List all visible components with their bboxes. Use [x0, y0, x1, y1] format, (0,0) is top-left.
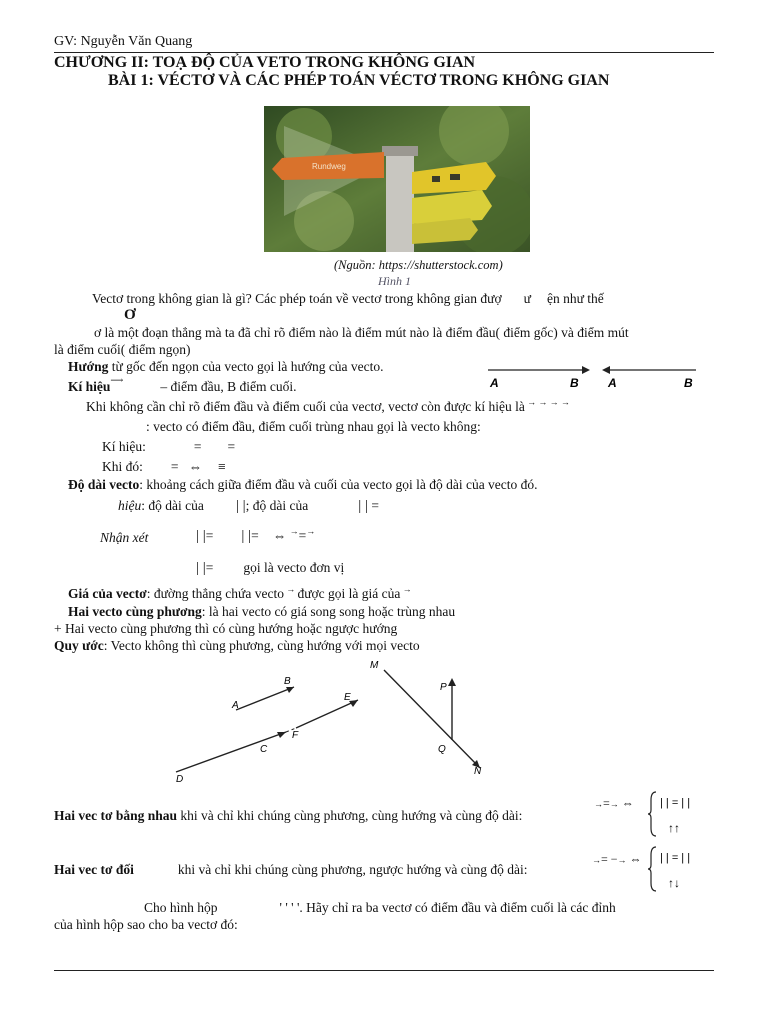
point-c: C [260, 744, 268, 755]
signpost-photo [264, 106, 530, 252]
point-q: Q [438, 744, 446, 755]
footer-rule [54, 970, 714, 971]
zero-vector-notation: Kí hiệu: = = [102, 439, 236, 454]
opposite-direction: ↑↓ [668, 876, 680, 890]
figure1-label: Hình 1 [378, 274, 411, 288]
collinear-note: + Hai vecto cùng phương thì có cùng hướng hoặc ngược hướng [54, 621, 398, 636]
exercise-line1: Cho hình hộp ' ' ' '. Hãy chỉ ra ba vectơ có điểm đầu và điểm cuối là các đỉnh [144, 900, 616, 915]
equal-brace [648, 790, 708, 843]
direction-def: Hướng từ gốc đến ngọn của vecto gọi là hướng của vecto. [68, 359, 384, 374]
collinear-def: Hai vecto cùng phương: là hai vecto có giá song song hoặc trùng nhau [68, 604, 456, 619]
length-notation: hiệu: độ dài của | |; độ dài của | | = [118, 498, 379, 514]
remark-label: Nhận xét [100, 530, 149, 545]
point-a: A [232, 700, 239, 711]
fig-left-start: A [490, 376, 499, 390]
intro-line2: ơ là một đoạn thẳng mà ta đã chỉ rõ điểm nào là điểm mút nào là điểm đầu( điểm gốc) và điểm mút [94, 325, 629, 340]
zero-vector-line2: : vecto có điểm đầu, điểm cuối trùng nhau gọi là vecto không: [146, 419, 481, 434]
opposite-vectors-def: Hai vec tơ đối khi và chỉ khi chúng cùng phương, ngược hướng và cùng độ dài: [54, 862, 528, 877]
exercise-line2: của hình hộp sao cho ba vectơ đó: [54, 917, 238, 932]
point-m: M [370, 660, 379, 671]
equal-vectors-formula: →=→ ⇔ [594, 796, 634, 810]
notation-def: Kí hiệu⟶ – điểm đầu, B điểm cuối. [68, 375, 297, 394]
equal-vectors-def: Hai vec tơ bằng nhau khi và chỉ khi chúng cùng phương, cùng hướng và cùng độ dài: [54, 808, 523, 823]
support-def: Giá của vectơ: đường thẳng chứa vecto → được gọi là giá của → [68, 584, 412, 601]
svg-text:| | = | |: | | = | | [660, 797, 691, 809]
point-b: B [284, 676, 291, 687]
fig-right-start: A [608, 376, 617, 390]
chapter-title: CHƯƠNG II: TOẠ ĐỘ CỦA VETO TRONG KHÔNG GIAN [54, 54, 476, 71]
opposite-vectors-formula: →= −→ ⇔ [592, 852, 642, 866]
intro-glyph: Ơ [124, 307, 136, 323]
zero-vector-line1: Khi không cần chỉ rõ điểm đầu và điểm cuối của vectơ, vectơ còn được kí hiệu là → → → → [86, 397, 570, 414]
point-e: E [344, 692, 351, 703]
intro-line1: Vectơ trong không gian là gì? Các phép toán về vectơ trong không gian đượ ư ện như thế [92, 291, 604, 306]
author-header: GV: Nguyễn Văn Quang [54, 34, 193, 49]
vector-direction-figure [486, 360, 708, 397]
remark-formula: | |= | |= ⇔ →=→ [196, 526, 316, 544]
point-f: F [292, 730, 299, 741]
photo-source: (Nguồn: https://shutterstock.com) [334, 258, 503, 272]
length-def: Độ dài vecto: khoảng cách giữa điểm đầu và cuối của vecto gọi là độ dài của vecto đó. [68, 477, 538, 492]
vectors-figure [126, 656, 506, 795]
intro-line3: là điểm cuối( điểm ngọn) [54, 342, 191, 357]
point-d: D [176, 774, 184, 785]
svg-text:| | = | |: | | = | | [660, 852, 691, 864]
fig-left-end: B [570, 376, 579, 390]
point-p: P [440, 682, 447, 693]
fig-right-end: B [684, 376, 693, 390]
header-rule [54, 52, 714, 53]
sign-label: Rundweg [312, 162, 346, 171]
convention-def: Quy ước: Vecto không thì cùng phương, cùng hướng với mọi vecto [54, 638, 420, 653]
unit-vector-def: | |= gọi là vecto đơn vị [196, 560, 345, 576]
same-direction: ↑↑ [668, 821, 680, 835]
point-n: N [474, 766, 482, 777]
opposite-brace [648, 845, 708, 898]
zero-vector-when: Khi đó: = ⇔ ≡ [102, 459, 226, 474]
lesson-title: BÀI 1: VÉCTƠ VÀ CÁC PHÉP TOÁN VÉCTƠ TRONG KHÔNG GIAN [108, 72, 610, 89]
